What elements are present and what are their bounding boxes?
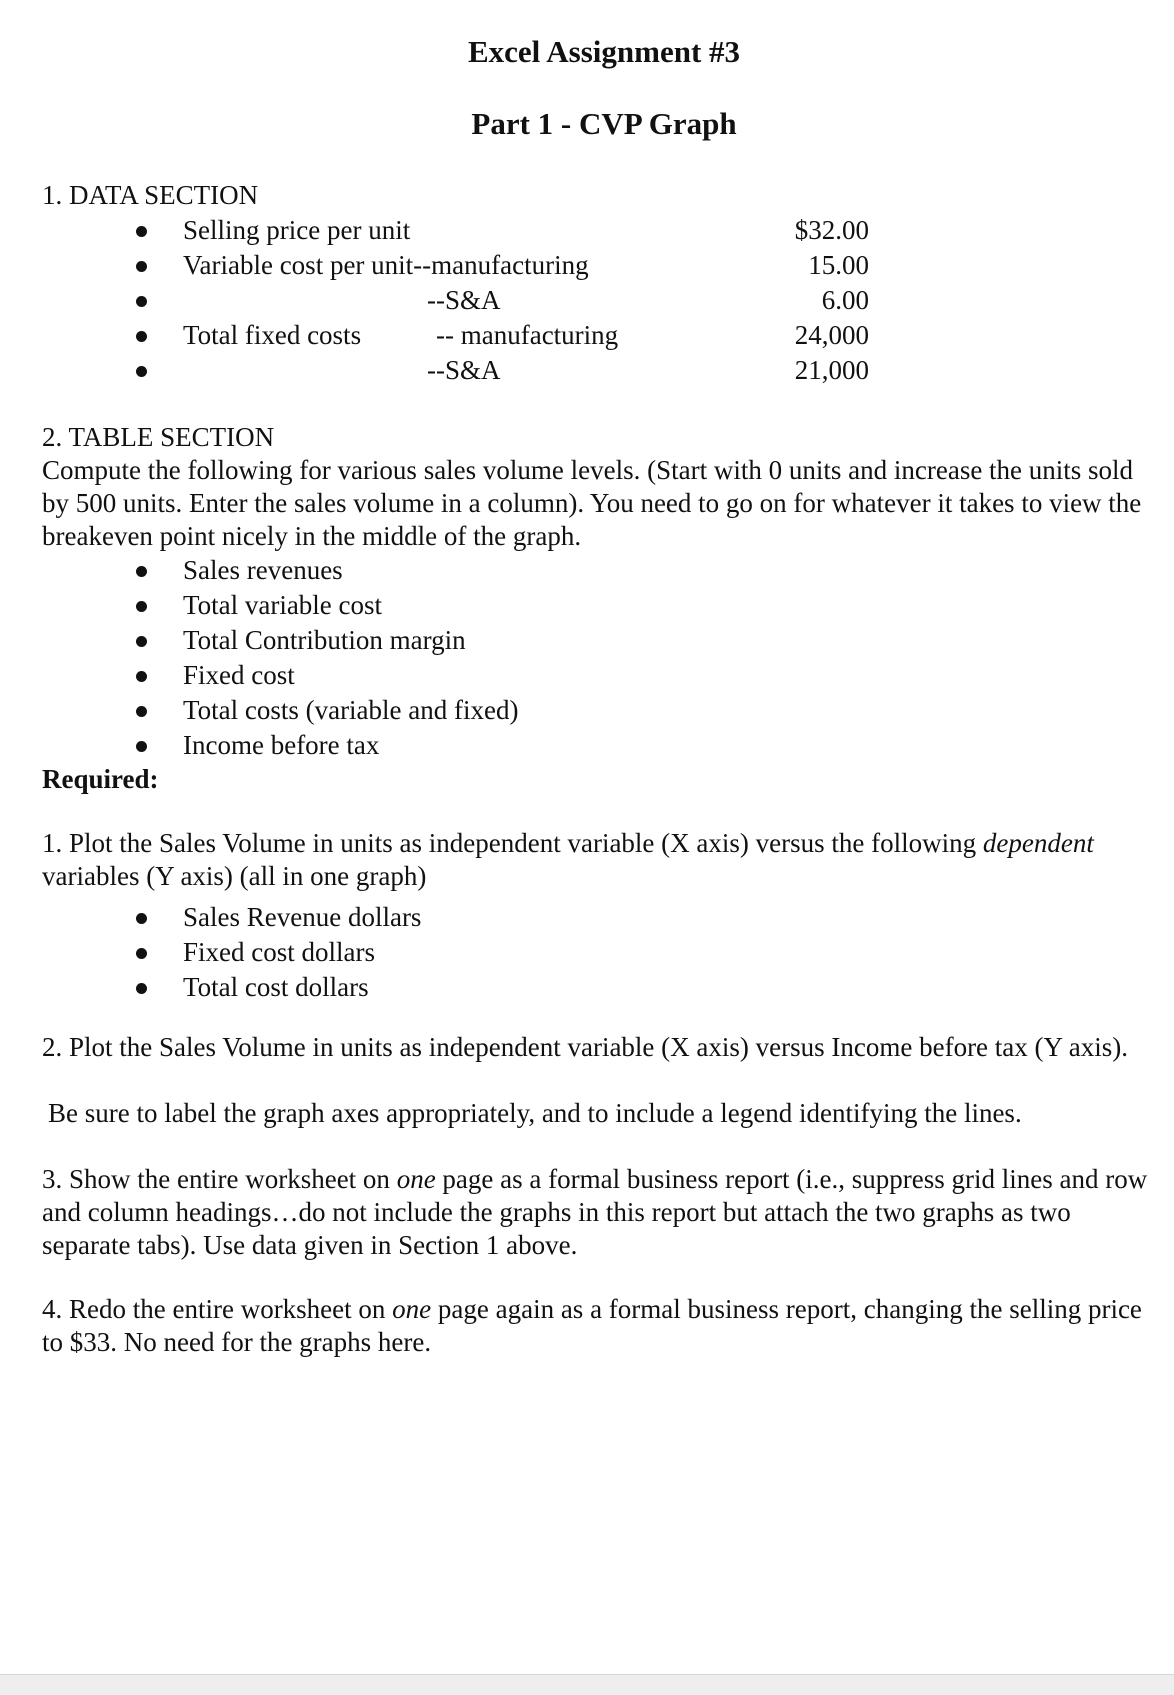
fixed-cost-mfg-value: 24,000 [794, 320, 869, 350]
bullet-icon [136, 296, 147, 307]
required-item-4 [42, 1293, 1162, 1359]
fixed-costs-label: Total fixed costs [183, 320, 362, 350]
bullet-icon [136, 331, 147, 342]
variable-cost-mfg-value: 15.00 [808, 250, 869, 280]
table-item: Income before tax [183, 730, 380, 760]
bullet-icon [136, 948, 147, 959]
required-item-3 [42, 1163, 1162, 1262]
required-1-continuation: variables (Y axis) (all in one graph) [42, 861, 427, 891]
required-3-text-a: 3. Show the entire worksheet on [42, 1164, 390, 1194]
required-4-emphasis: one [392, 1294, 432, 1324]
variable-cost-sa-value: 6.00 [821, 285, 869, 315]
required-item-2-note: Be sure to label the graph axes appropriately, and to include a legend identifying the lines. [48, 1098, 1022, 1128]
selling-price-label: Selling price per unit [183, 215, 411, 245]
required-1-text: 1. Plot the Sales Volume in units as independent variable (X axis) versus the following [42, 828, 977, 858]
bullet-icon [136, 671, 147, 682]
table-section-heading: 2. TABLE SECTION [42, 422, 275, 452]
required-1-emphasis: dependent [982, 828, 1094, 858]
table-section-instructions: Compute the following for various sales volume levels. (Start with 0 units and increase the units sold by 500 units. Enter the sales volume in a column). You need to go on for whatever it takes to view the breakeven point nicely in the middle of the graph. [42, 455, 1142, 551]
bullet-icon [136, 566, 147, 577]
viewer-bottom-bar [0, 1674, 1174, 1695]
document-subtitle: Part 1 - CVP Graph [471, 106, 737, 141]
bullet-icon [136, 226, 147, 237]
bullet-icon [136, 601, 147, 612]
table-item: Total Contribution margin [183, 625, 466, 655]
variable-sa-label: --S&A [427, 285, 501, 315]
required-3-text-b: page as a formal business report (i.e., suppress grid lines and row and column headings…do not include the graphs in this report but attach the two graphs as two separate tabs). Use data given in Section 1 above. [42, 1164, 1148, 1260]
required-3-emphasis: one [396, 1164, 436, 1194]
fixed-cost-sa-value: 21,000 [794, 355, 869, 385]
bullet-icon [136, 741, 147, 752]
table-item: Fixed cost [183, 660, 295, 690]
required-item-1 [42, 827, 1162, 893]
graph-series-item: Fixed cost dollars [183, 937, 375, 967]
bullet-icon [136, 913, 147, 924]
document-title: Excel Assignment #3 [467, 34, 741, 69]
bullet-icon [136, 636, 147, 647]
graph-series-item: Total cost dollars [183, 972, 369, 1002]
required-item-2: 2. Plot the Sales Volume in units as independent variable (X axis) versus Income before tax (Y axis). [42, 1032, 1128, 1062]
bullet-icon [136, 366, 147, 377]
bullet-icon [136, 261, 147, 272]
required-4-text-a: 4. Redo the entire worksheet on [42, 1294, 386, 1324]
selling-price-value: $32.00 [794, 215, 869, 245]
table-item: Total costs (variable and fixed) [183, 695, 519, 725]
required-heading: Required: [42, 764, 159, 794]
fixed-sa-label: --S&A [427, 355, 501, 385]
data-section-heading: 1. DATA SECTION [42, 180, 259, 210]
bullet-icon [136, 983, 147, 994]
required-4-text-b: page again as a formal business report, changing the selling price to $33. No need for the graphs here. [42, 1294, 1142, 1357]
variable-cost-label: Variable cost per unit--manufacturing [183, 250, 589, 280]
graph-series-item: Sales Revenue dollars [183, 902, 422, 932]
table-item: Sales revenues [183, 555, 343, 585]
bullet-icon [136, 706, 147, 717]
fixed-mfg-label: -- manufacturing [436, 320, 619, 350]
table-item: Total variable cost [183, 590, 383, 620]
